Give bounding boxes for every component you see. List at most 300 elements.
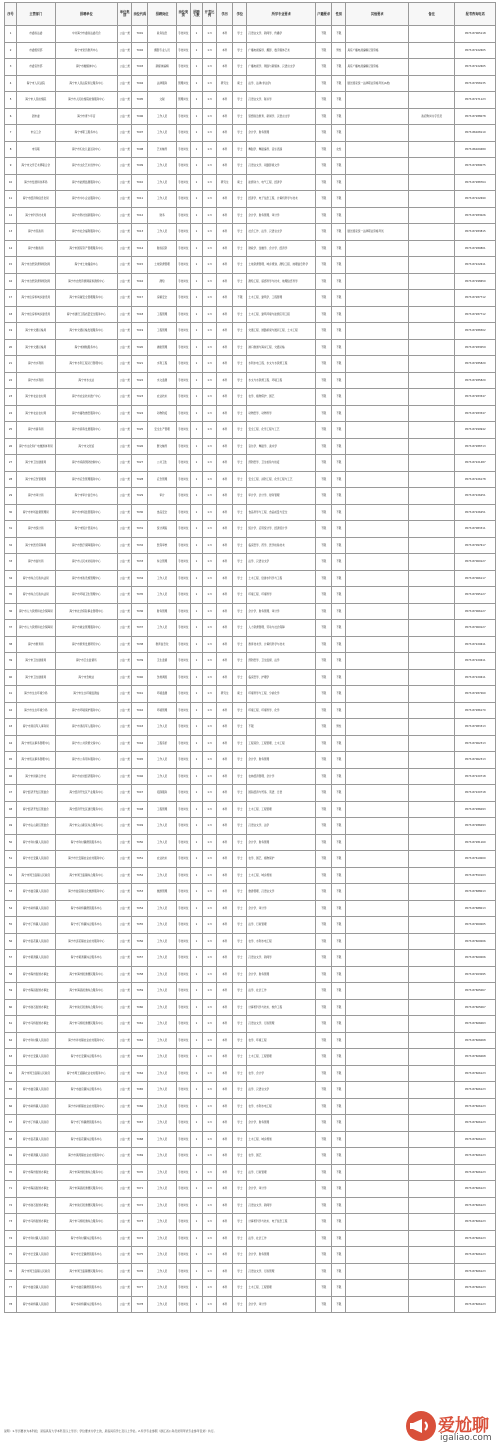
cell-gender: 不限 [332,653,346,670]
cell-post-name: 综合管理 [148,554,176,571]
cell-index: 33 [5,554,17,571]
cell-headcount: 1 [190,471,202,488]
cell-headcount: 1 [190,1082,202,1099]
cell-notes [409,92,455,109]
cell-headcount: 1 [190,306,202,323]
cell-residence: 不限 [316,42,332,59]
table-row [5,933,496,950]
cell-employer: 海宁市海昌街道便民服务中心 [55,1181,118,1198]
cell-notes [409,125,455,142]
header-unit-type: 单位类别 [118,3,132,26]
cell-other-requirements [346,933,409,950]
cell-education: 本科 [217,1098,233,1115]
cell-unit-type: 公益一类 [118,1230,132,1247]
footnote: 说明：1.学历要求为本科的，是指具有大学本科及以上学历；学位要求为学士的，是指具有学士及以上学位。2.所学专业参照《浙江省公务员录用考试专业参考目录》执行。 [4,1429,217,1433]
cell-education: 本科 [217,867,233,884]
cell-unit-type: 公益一类 [118,768,132,785]
cell-post-name: 工作人员 [148,1148,176,1165]
cell-major: 安全工程、消防工程、化学工程与工艺 [247,471,316,488]
cell-post-name: 工作人员 [148,1032,176,1049]
cell-other-requirements [346,752,409,769]
cell-post-name: 工作人员 [148,1098,176,1115]
cell-employer: 海宁市社会福利服务中心 [55,224,118,241]
cell-degree: 学士 [233,306,247,323]
cell-headcount: 1 [190,26,202,43]
table-row [5,752,496,769]
cell-notes [409,768,455,785]
cell-post-category: 专技岗位 [176,158,190,175]
cell-exam-ratio: 1:3 [202,42,216,59]
cell-degree: 学士 [233,1065,247,1082]
cell-exam-ratio: 1:3 [202,290,216,307]
cell-post-code: 7073 [132,1214,148,1231]
cell-employer: 海宁市环境保护服务中心 [55,702,118,719]
cell-gender: 不限 [332,785,346,802]
cell-employer: 海宁市丁桥镇便民服务中心 [55,1115,118,1132]
cell-employer: 海宁市公共资源交易中心 [55,735,118,752]
cell-degree: 学士 [233,438,247,455]
cell-major: 临床医学、护理学 [247,669,316,686]
cell-employer: 海宁市盐官镇便民服务中心 [55,1280,118,1297]
cell-residence: 不限 [316,686,332,703]
cell-major: 动物医学、动物科学 [247,405,316,422]
cell-notes [409,26,455,43]
cell-department: 海宁市商务局 [17,422,55,439]
cell-notes [409,752,455,769]
cell-post-name: 财政投资 [148,240,176,257]
cell-gender: 不限 [332,224,346,241]
cell-exam-ratio: 1:3 [202,752,216,769]
cell-employer: 海宁市市场监管服务中心 [55,504,118,521]
cell-major: 农学、会计学 [247,1065,316,1082]
cell-gender: 不限 [332,735,346,752]
cell-gender: 不限 [332,240,346,257]
table-row [5,950,496,967]
cell-exam-ratio: 1:3 [202,323,216,340]
cell-gender: 不限 [332,1280,346,1297]
cell-headcount: 1 [190,785,202,802]
cell-phone: 0573-87606123 [455,1115,496,1132]
cell-education: 本科 [217,933,233,950]
cell-post-code: 7072 [132,1197,148,1214]
cell-other-requirements [346,620,409,637]
cell-phone: 0573-87221487 [455,455,496,472]
cell-gender: 不限 [332,768,346,785]
cell-post-category: 专技岗位 [176,1082,190,1099]
cell-employer: 海宁市周王庙镇综合服务中心 [55,867,118,884]
cell-post-category: 专技岗位 [176,521,190,538]
cell-phone: 0573-87287712 [455,290,496,307]
cell-major: 环境工程、环境科学 [247,587,316,604]
cell-gender: 不限 [332,983,346,1000]
cell-residence: 不限 [316,851,332,868]
cell-major: 预防医学、卫生检验与检疫 [247,455,316,472]
cell-index: 76 [5,1263,17,1280]
cell-phone: 0573-86029489 [455,141,496,158]
cell-education: 本科 [217,125,233,142]
cell-headcount: 1 [190,917,202,934]
header-education: 学历 [217,3,233,26]
cell-notes [409,389,455,406]
cell-education: 本科 [217,422,233,439]
cell-major: 国际经济与贸易、英语、日语 [247,785,316,802]
cell-post-name: 工作人员 [148,1247,176,1264]
table-row [5,636,496,653]
cell-post-category: 专技岗位 [176,537,190,554]
cell-post-category: 专技岗位 [176,1280,190,1297]
cell-major: 环境工程、环境科学、化学 [247,702,316,719]
cell-notes [409,1214,455,1231]
cell-post-code: 7031 [132,521,148,538]
cell-education: 本科 [217,108,233,125]
cell-other-requirements [346,851,409,868]
cell-post-name: 公共卫生 [148,455,176,472]
cell-index: 16 [5,273,17,290]
cell-phone: 0573-87069127 [455,620,496,637]
cell-education: 本科 [217,1263,233,1280]
cell-major: 教育技术学、计算机科学与技术 [247,636,316,653]
cell-residence: 不限 [316,471,332,488]
table-row [5,917,496,934]
cell-major: 会计学、审计学 [247,900,316,917]
cell-post-code: 7076 [132,1263,148,1280]
header-other-requirements: 其他要求 [346,3,409,26]
cell-unit-type: 公益一类 [118,669,132,686]
cell-unit-type: 公益一类 [118,174,132,191]
cell-major: 法学、法律(非法学) [247,75,316,92]
cell-department: 海宁市住房和城乡建设局 [17,290,55,307]
cell-phone: 0573-87606068 [455,1049,496,1066]
cell-major: 舞蹈学、舞蹈编导、音乐表演 [247,141,316,158]
cell-exam-ratio: 1:3 [202,1230,216,1247]
cell-phone: 0573-87606123 [455,1148,496,1165]
cell-education: 本科 [217,1247,233,1264]
cell-post-code: 7011 [132,191,148,208]
cell-unit-type: 公益一类 [118,1098,132,1115]
cell-education: 本科 [217,1230,233,1247]
cell-phone: 0573-87263095 [455,966,496,983]
cell-degree: 硕士 [233,686,247,703]
cell-other-requirements [346,356,409,373]
cell-degree: 学士 [233,702,247,719]
cell-notes [409,653,455,670]
cell-education: 本科 [217,702,233,719]
cell-degree: 学士 [233,389,247,406]
table-row [5,125,496,142]
cell-index: 7 [5,125,17,142]
cell-headcount: 1 [190,323,202,340]
table-row [5,1148,496,1165]
cell-education: 本科 [217,1065,233,1082]
cell-unit-type: 公益一类 [118,273,132,290]
cell-major: 社会工作、法学、汉语言文学 [247,224,316,241]
cell-other-requirements [346,1164,409,1181]
cell-gender: 不限 [332,1148,346,1165]
cell-degree: 学士 [233,26,247,43]
cell-post-category: 专技岗位 [176,752,190,769]
cell-degree: 学士 [233,1131,247,1148]
cell-notes [409,867,455,884]
cell-degree: 学士 [233,455,247,472]
cell-department: 海宁市医疗保障局 [17,537,55,554]
cell-headcount: 1 [190,488,202,505]
cell-degree: 学士 [233,191,247,208]
cell-other-requirements [346,950,409,967]
cell-exam-ratio: 1:3 [202,1263,216,1280]
cell-notes [409,207,455,224]
cell-residence: 不限 [316,158,332,175]
cell-phone: 0573-87283059 [455,339,496,356]
cell-other-requirements [346,587,409,604]
cell-employer: 海宁市许村镇便民服务中心 [55,834,118,851]
cell-post-code: 7010 [132,174,148,191]
cell-post-code: 7001 [132,26,148,43]
cell-post-name: 工作人员 [148,1082,176,1099]
header-notes: 备注 [409,3,455,26]
table-row [5,1247,496,1264]
cell-unit-type: 公益一类 [118,867,132,884]
cell-department: 海宁市生态环境分局 [17,702,55,719]
cell-post-category: 专技岗位 [176,735,190,752]
cell-education: 本科 [217,290,233,307]
cell-residence: 不限 [316,801,332,818]
cell-degree: 学士 [233,1049,247,1066]
cell-degree: 学士 [233,999,247,1016]
cell-notes [409,983,455,1000]
cell-education: 本科 [217,603,233,620]
cell-gender: 不限 [332,356,346,373]
cell-major: 农学、植物保护、园艺 [247,389,316,406]
cell-phone: 0573-87286170 [455,702,496,719]
table-row [5,999,496,1016]
cell-employer: 海宁市马桥街道便民服务中心 [55,1016,118,1033]
cell-index: 54 [5,900,17,917]
cell-education: 本科 [217,438,233,455]
cell-index: 1 [5,26,17,43]
cell-major: 能源动力、电气工程、经济学 [247,174,316,191]
cell-notes [409,818,455,835]
cell-education: 本科 [217,900,233,917]
cell-major: 食品科学与工程、食品质量与安全 [247,504,316,521]
cell-major: 思想政治教育、新闻学、汉语言文学 [247,108,316,125]
cell-headcount: 1 [190,636,202,653]
cell-unit-type: 公益一类 [118,999,132,1016]
cell-residence: 不限 [316,999,332,1016]
cell-headcount: 1 [190,273,202,290]
cell-exam-ratio: 1:3 [202,950,216,967]
cell-education: 研究生 [217,174,233,191]
cell-index: 11 [5,191,17,208]
cell-other-requirements [346,1032,409,1049]
cell-index: 65 [5,1082,17,1099]
cell-employer: 海宁市畜牧兽医服务中心 [55,405,118,422]
cell-other-requirements [346,290,409,307]
cell-degree: 学士 [233,257,247,274]
cell-employer: 海宁市许村镇综合服务中心 [55,1230,118,1247]
header-department: 主管部门 [17,3,55,26]
cell-phone: 0573-87062313 [455,752,496,769]
cell-post-category: 专技岗位 [176,224,190,241]
cell-employer: 海宁市审计信息中心 [55,488,118,505]
cell-degree: 学士 [233,1082,247,1099]
cell-degree: 学士 [233,488,247,505]
cell-major: 法学、社会工作 [247,983,316,1000]
cell-education: 本科 [217,240,233,257]
cell-post-code: 7065 [132,1082,148,1099]
cell-unit-type: 公益一类 [118,950,132,967]
cell-department: 海宁市海州街道办事处 [17,966,55,983]
header-residence: 户籍要求 [316,3,332,26]
cell-major: 农学、水利水电工程 [247,1098,316,1115]
cell-exam-ratio: 1:3 [202,26,216,43]
cell-phone: 0573-87606123 [455,1214,496,1231]
cell-other-requirements [346,554,409,571]
cell-department: 市委宣传部 [17,59,55,76]
cell-phone: 0573-87605067 [455,999,496,1016]
cell-post-name: 工作人员 [148,999,176,1016]
cell-education: 本科 [217,389,233,406]
cell-index: 32 [5,537,17,554]
cell-unit-type: 公益一类 [118,323,132,340]
cell-headcount: 1 [190,554,202,571]
cell-post-code: 7062 [132,1032,148,1049]
cell-education: 本科 [217,339,233,356]
cell-unit-type: 公益一类 [118,372,132,389]
cell-major: 汉语言文学、戏剧影视文学 [247,158,316,175]
cell-headcount: 1 [190,125,202,142]
cell-degree: 学士 [233,1280,247,1297]
cell-gender: 不限 [332,405,346,422]
cell-employer: 海宁市许村镇农业农村服务中心 [55,1032,118,1049]
cell-other-requirements [346,455,409,472]
cell-notes [409,702,455,719]
cell-post-name: 水利工程 [148,356,176,373]
cell-post-code: 7028 [132,471,148,488]
cell-residence: 不限 [316,1131,332,1148]
cell-other-requirements [346,1131,409,1148]
cell-post-category: 专技岗位 [176,174,190,191]
cell-headcount: 1 [190,653,202,670]
cell-degree: 学士 [233,141,247,158]
cell-exam-ratio: 1:3 [202,785,216,802]
cell-index: 56 [5,933,17,950]
megaphone-icon [404,1409,438,1443]
cell-phone: 0573-87606068 [455,1032,496,1049]
cell-department: 市总工会 [17,125,55,142]
cell-other-requirements [346,257,409,274]
cell-degree: 学士 [233,59,247,76]
cell-headcount: 1 [190,224,202,241]
header-gender: 性别 [332,3,346,26]
table-row [5,339,496,356]
cell-headcount: 1 [190,752,202,769]
cell-phone: 0573-87606123 [455,1164,496,1181]
cell-department: 海宁市机关事务管理中心 [17,735,55,752]
cell-headcount: 1 [190,867,202,884]
cell-post-name: 安全生产管理 [148,422,176,439]
cell-education: 本科 [217,950,233,967]
cell-notes [409,537,455,554]
cell-residence: 不限 [316,1049,332,1066]
table-row [5,719,496,736]
cell-department: 海宁市人力资源和社会保障局 [17,603,55,620]
cell-unit-type: 公益一类 [118,719,132,736]
cell-employer: 海宁市水文站 [55,372,118,389]
cell-post-code: 7030 [132,504,148,521]
cell-employer: 海宁市科技创新服务中心 [55,207,118,224]
cell-index: 13 [5,224,17,241]
cell-headcount: 1 [190,801,202,818]
cell-degree: 学士 [233,1263,247,1280]
cell-post-code: 7017 [132,290,148,307]
cell-phone: 0573-87222605 [455,42,496,59]
cell-residence: 不限 [316,1032,332,1049]
cell-education: 本科 [217,1032,233,1049]
cell-notes [409,900,455,917]
cell-index: 25 [5,422,17,439]
cell-other-requirements [346,438,409,455]
cell-department: 海宁市教育局 [17,636,55,653]
cell-education: 本科 [217,521,233,538]
cell-phone: 0573-87287260 [455,686,496,703]
cell-post-name: 土地资源管理 [148,257,176,274]
cell-gender: 不限 [332,966,346,983]
cell-unit-type: 公益一类 [118,884,132,901]
cell-index: 60 [5,999,17,1016]
cell-post-code: 7006 [132,108,148,125]
cell-exam-ratio: 1:3 [202,389,216,406]
cell-degree: 学士 [233,801,247,818]
cell-gender: 不限 [332,669,346,686]
cell-gender: 不限 [332,290,346,307]
cell-other-requirements: 通过国家统一法律职业资格考试(A类) [346,75,409,92]
cell-exam-ratio: 1:3 [202,653,216,670]
cell-other-requirements [346,405,409,422]
table-row [5,488,496,505]
cell-department: 海宁市盐官镇人民政府 [17,1280,55,1297]
cell-post-category: 专技岗位 [176,191,190,208]
cell-education: 本科 [217,636,233,653]
cell-exam-ratio: 1:3 [202,125,216,142]
cell-residence: 不限 [316,26,332,43]
cell-other-requirements [346,273,409,290]
cell-gender: 不限 [332,950,346,967]
cell-index: 20 [5,339,17,356]
cell-phone: 0573-87097617 [455,537,496,554]
cell-post-code: 7068 [132,1131,148,1148]
cell-education: 本科 [217,554,233,571]
table-row [5,1098,496,1115]
cell-employer: 海宁市环境卫生管理中心 [55,587,118,604]
cell-notes: 政府购岗为宇充员 [409,108,455,125]
cell-unit-type: 公益一类 [118,917,132,934]
cell-residence: 不限 [316,257,332,274]
cell-other-requirements [346,191,409,208]
cell-education: 本科 [217,455,233,472]
cell-department: 海宁经济开发区管委会 [17,785,55,802]
cell-headcount: 1 [190,1115,202,1132]
cell-gender: 不限 [332,1131,346,1148]
cell-post-category: 专技岗位 [176,867,190,884]
cell-post-name: 工作人员 [148,900,176,917]
table-row [5,323,496,340]
cell-phone: 0573-87606123 [455,1098,496,1115]
cell-department: 海宁市住房和城乡建设局 [17,306,55,323]
cell-notes [409,174,455,191]
cell-degree: 学士 [233,669,247,686]
cell-other-requirements [346,818,409,835]
cell-exam-ratio: 1:3 [202,966,216,983]
